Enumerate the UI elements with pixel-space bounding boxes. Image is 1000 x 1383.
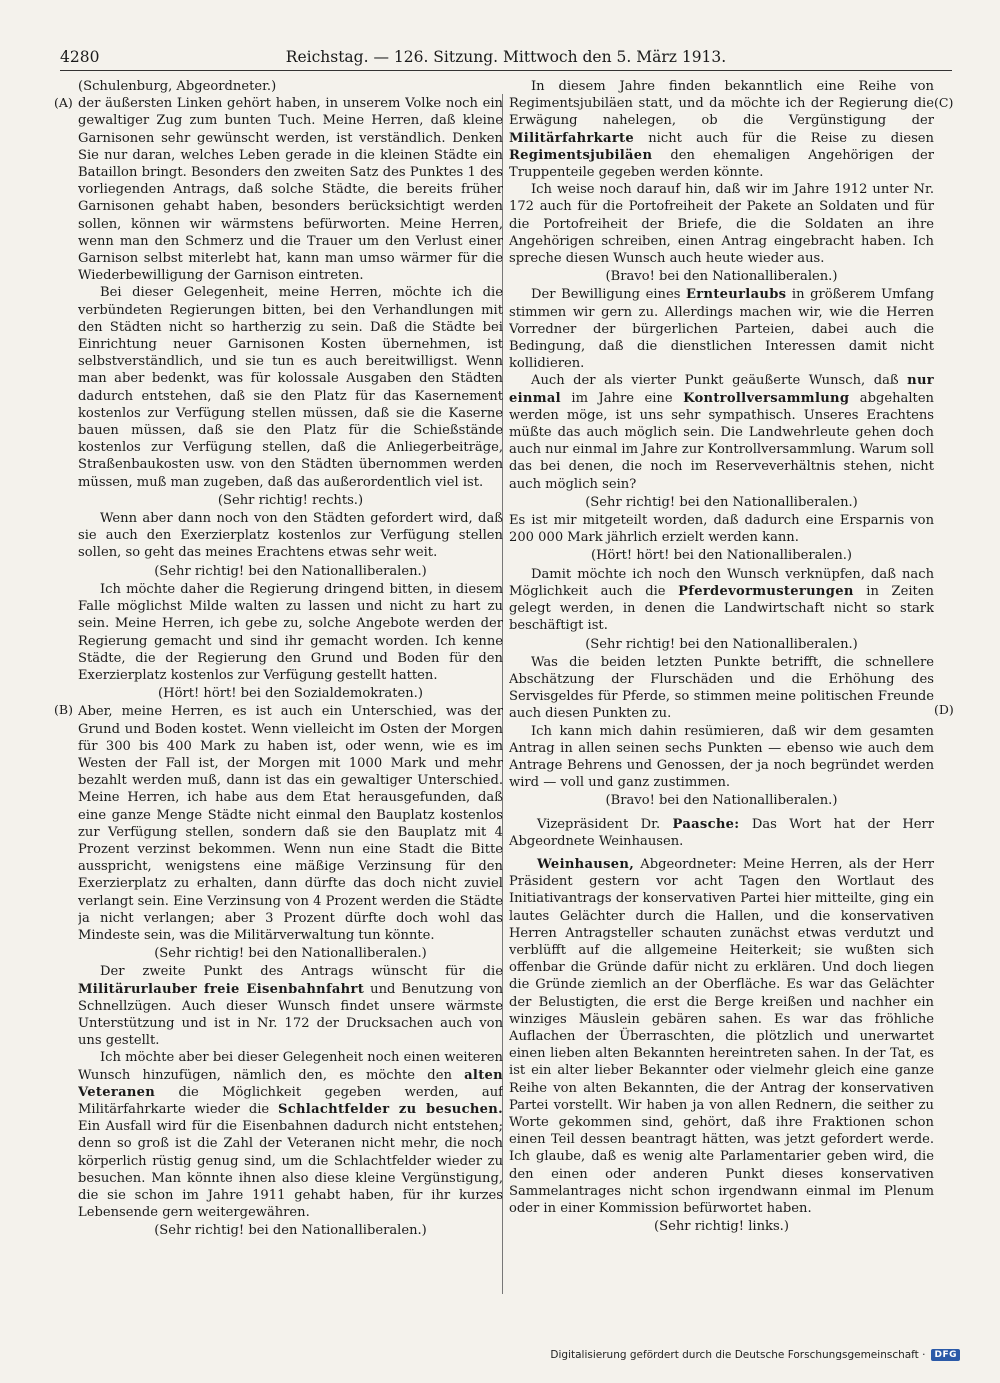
left-column	[78, 78, 503, 1293]
paragraph: Aber, meine Herren, es ist auch ein Unterschied, was der Grund und Boden kostet. Wenn vielleicht im Osten der Morgen für 300 bis 400 Mark zu haben ist, oder wenn, wie es im Westen der Fall ist, der Morgen mit 1000 Mark und mehr bezahlt werden muß, dann ist das ein gewaltiger Unterschied. Meine Herren, ich habe aus dem Etat herausgefunden, daß eine ganze Menge Städte nicht einmal den Bauplatz kostenlos zur Verfügung stellen, sondern daß sie den Bauplatz mit 4 Prozent verzinst bekommen. Wenn nun eine Stadt die Bitte ausspricht, wenigstens eine mäßige Verzinsung für den Exerzierplatz zu erhalten, dann dürfte das doch nicht zuviel verlangt sein. Eine Verzinsung von 4 Prozent werden die Städte ja nicht verlangen; aber 3 Prozent dürfte doch wohl das Mindeste sein, was die Militärverwaltung tun könnte.	[78, 704, 503, 943]
paragraph: Es ist mir mitgeteilt worden, daß dadurch eine Ersparnis von 200 000 Mark jährlich erzielt werden kann.	[509, 513, 934, 546]
header-rule	[60, 70, 952, 71]
emphasis: Regimentsjubiläen	[509, 147, 653, 163]
interjection: (Sehr richtig! bei den Nationalliberalen.)	[154, 1223, 427, 1239]
emphasis: alten Veteranen	[78, 1067, 503, 1100]
paragraph: Damit möchte ich noch den Wunsch verknüpfen, daß nach Möglichkeit auch die Pferdevormusterungen in Zeiten gelegt werden, in denen die Landwirtschaft nicht so stark beschäftigt ist.	[509, 566, 934, 634]
paragraph: Ich kann mich dahin resümieren, daß wir dem gesamten Antrag in allen seinen sechs Punkten — ebenso wie auch dem Antrage Behrens und Genossen, der ja noch begründet werden wird — voll und ganz zustimmen.	[509, 723, 934, 791]
paragraph: Der Bewilligung eines Ernteurlaubs in größerem Umfang stimmen wir gern zu. Allerdings machen wir, wie die Herren Vorredner der bürgerlichen Parteien, dabei auch die Bedingung, daß die dienstlichen Interessen damit nicht kollidieren.	[509, 287, 934, 372]
paragraph: Bei dieser Gelegenheit, meine Herren, möchte ich die verbündeten Regierungen bitten, bei den Verhandlungen mit den Städten nicht so hartherzig zu sein. Daß die Städte bei Einrichtung neuer Garnisonen Kosten übernehmen, ist selbstverständlich, und sie tun es auch bereitwilligst. Wenn man aber bedenkt, was für kolossale Ausgaben den Städten dadurch entstehen, daß sie den Platz für das Kasernement kostenlos zur Verfügung stellen müssen, daß sie die Kaserne bauen müssen, daß sie den Platz für die Schießstände kostenlos zur Verfügung stellen, daß die Anliegerbeiträge, Straßenbaukosten usw. von den Städten übernommen werden müssen, muß man zugeben, daß das außerordentlich viel ist.	[78, 285, 503, 490]
interjection: (Bravo! bei den Nationalliberalen.)	[605, 793, 838, 809]
emphasis: Militärurlauber freie Eisenbahnfahrt	[78, 981, 365, 997]
paragraph: Wenn aber dann noch von den Städten gefordert wird, daß sie auch den Exerzierplatz kostenlos zur Verfügung stellen sollen, so geht das meines Erachtens etwas sehr weit.	[78, 511, 503, 561]
emphasis: Kontrollversammlung	[683, 390, 850, 406]
page-header	[60, 44, 952, 70]
emphasis: Ernteurlaubs	[686, 287, 787, 303]
speaker-attribution: (Schulenburg, Abgeordneter.)	[78, 79, 277, 94]
margin-mark-b: (B)	[54, 702, 73, 717]
emphasis: Militärfahrkarte	[509, 130, 635, 146]
speaker-name: Paasche:	[672, 816, 740, 832]
margin-mark-a: (A)	[54, 95, 73, 110]
running-head: Reichstag. — 126. Sitzung. Mittwoch den 5. März 1913.	[285, 48, 727, 66]
right-column	[509, 78, 934, 1293]
digitization-footer	[550, 1349, 960, 1361]
dfg-logo: DFG	[931, 1349, 960, 1361]
emphasis: nur einmal	[509, 373, 934, 406]
interjection: (Sehr richtig! rechts.)	[217, 492, 364, 508]
page-number: 4280	[60, 48, 100, 66]
paragraph: In diesem Jahre finden bekanntlich eine Reihe von Regimentsjubiläen statt, und da möchte ich der Regierung die Erwägung nahelegen, ob die Vergünstigung der Militärfahrkarte nicht auch für die Reise zu diesen Regimentsjubiläen den ehemaligen Angehörigen der Truppenteile gegeben werden könnte.	[509, 79, 934, 181]
interjection: (Hört! hört! bei den Sozialdemokraten.)	[158, 686, 423, 702]
paragraph: Der zweite Punkt des Antrags wünscht für die Militärurlauber freie Eisenbahnfahrt und Benutzung von Schnellzügen. Auch dieser Wunsch findet unsere wärmste Unterstützung und ist in Nr. 172 der Drucksachen auch von uns gestellt.	[78, 964, 503, 1049]
paragraph: Ich möchte aber bei dieser Gelegenheit noch einen weiteren Wunsch hinzufügen, nämlich den, es möchte den alten Veteranen die Möglichkeit gegeben werden, auf Militärfahrkarte wieder die Schlachtfelder zu besuchen. Ein Ausfall wird für die Eisenbahnen dadurch nicht entstehen; denn so groß ist die Zahl der Veteranen nicht mehr, die noch körperlich rüstig genug sind, um die Schlachtfelder wieder zu besuchen. Man könnte ihnen also diese kleine Vergünstigung, die sie schon im Jahre 1911 gehabt haben, für ihr kurzes Lebensende gern weitergewähren.	[78, 1050, 503, 1221]
footer-text: Digitalisierung gefördert durch die Deutsche Forschungsgemeinschaft ·	[550, 1349, 926, 1361]
paragraph: der äußersten Linken gehört haben, in unserem Volke noch ein gewaltiger Zug zum bunten Tuch. Meine Herren, daß kleine Garnisonen sehr gewünscht werden, ist verständlich. Denken Sie nur daran, welches Leben gerade in die kleinen Städte ein Bataillon bringt. Besonders den zweiten Satz des Punktes 1 des vorliegenden Antrags, daß solche Städte, die bereits früher Garnisonen gehabt haben, besonders berücksichtigt werden sollen, können wir wärmstens befürworten. Meine Herren, wenn man den Schmerz und die Trauer um den Verlust einer Garnison selbst miterlebt hat, kann man umso wärmer für die Wiederbewilligung der Garnison eintreten.	[78, 96, 503, 284]
interjection: (Sehr richtig! bei den Nationalliberalen.)	[154, 946, 427, 962]
emphasis: Pferdevormusterungen	[678, 583, 854, 599]
paragraph: Auch der als vierter Punkt geäußerte Wunsch, daß nur einmal im Jahre eine Kontrollversammlung abgehalten werden möge, ist uns sehr sympathisch. Unseres Erachtens müßte das auch möglich sein. Die Landwehrleute gehen doch auch nur einmal im Jahre zur Kontrollversammlung. Warum soll das bei denen, die noch im Reserveverhältnis stehen, nicht auch möglich sein?	[509, 373, 934, 492]
margin-mark-d: (D)	[934, 702, 954, 717]
emphasis: Schlachtfelder zu besuchen.	[277, 1101, 503, 1117]
interjection: (Sehr richtig! bei den Nationalliberalen.)	[585, 494, 858, 510]
weinhausen-speech: Weinhausen, Abgeordneter: Meine Herren, als der Herr Präsident gestern vor acht Tagen den Wortlaut des Initiativantrags der konservativen Partei hier mitteilte, ging ein lautes Gelächter durch die Hallen, und die konservativen Herren Antragsteller schauten zunächst etwas verdutzt und verblüfft auf die allgemeine Heiterkeit; sie wußten sich offenbar die Gründe dafür nicht zu erklären. Und doch liegen die Gründe ziemlich an der Oberfläche. Es war das Gelächter der Belustigten, die erst die Berge kreißen und nachher ein winziges Mäuslein gebären sahen. Es war das fröhliche Auflachen der Überraschten, die plötzlich und unerwartet einen lieben alten Bekannten hereintreten sahen. In der Tat, es ist ein alter lieber Bekannter oder vielmehr gleich eine ganze Reihe von alten Bekannten, die der Antrag der konservativen Partei vorstellt. Wir haben ja von allen Rednern, die seither zu Worte gekommen sind, gehört, daß ihre Fraktionen schon einen Teil dessen beantragt hätten, was jetzt gefordert werde. Ich glaube, daß es wenig alte Parlamentarier geben wird, die den einen oder anderen Punkt dieses konservativen Sammelantrages nicht schon irgendwann einmal im Plenum oder in einer Kommission befürwortet haben.	[509, 856, 934, 1216]
speaker-name: Weinhausen,	[537, 856, 635, 872]
interjection: (Bravo! bei den Nationalliberalen.)	[605, 269, 838, 285]
paragraph: Was die beiden letzten Punkte betrifft, die schnellere Abschätzung der Flurschäden und die Erhöhung des Servisgeldes für Pferde, so stimmen meine politischen Freunde auch diesen Punkten zu.	[509, 654, 934, 722]
vice-president-statement: Vizepräsident Dr. Paasche: Das Wort hat der Herr Abgeordnete Weinhausen.	[509, 816, 934, 849]
interjection: (Sehr richtig! bei den Nationalliberalen.)	[585, 636, 858, 652]
paragraph: Ich weise noch darauf hin, daß wir im Jahre 1912 unter Nr. 172 auch für die Portofreiheit der Pakete an Soldaten und für die Portofreiheit der Briefe, die die Soldaten an ihre Angehörigen schreiben, einen Antrag eingebracht haben. Ich spreche diesen Wunsch auch heute wieder aus.	[509, 182, 934, 267]
interjection: (Sehr richtig! links.)	[654, 1219, 789, 1235]
paragraph: Ich möchte daher die Regierung dringend bitten, in diesem Falle möglichst Milde walten zu lassen und nicht zu hart zu sein. Meine Herren, ich gebe zu, solche Angebote werden der Regierung gemacht und sind ihr gemacht worden. Ich kenne Städte, die der Regierung den Grund und Boden für den Exerzierplatz kostenlos zur Verfügung gestellt hatten.	[78, 581, 503, 683]
margin-mark-c: (C)	[934, 95, 954, 110]
interjection: (Hört! hört! bei den Nationalliberalen.)	[590, 548, 853, 564]
interjection: (Sehr richtig! bei den Nationalliberalen.)	[154, 563, 427, 579]
